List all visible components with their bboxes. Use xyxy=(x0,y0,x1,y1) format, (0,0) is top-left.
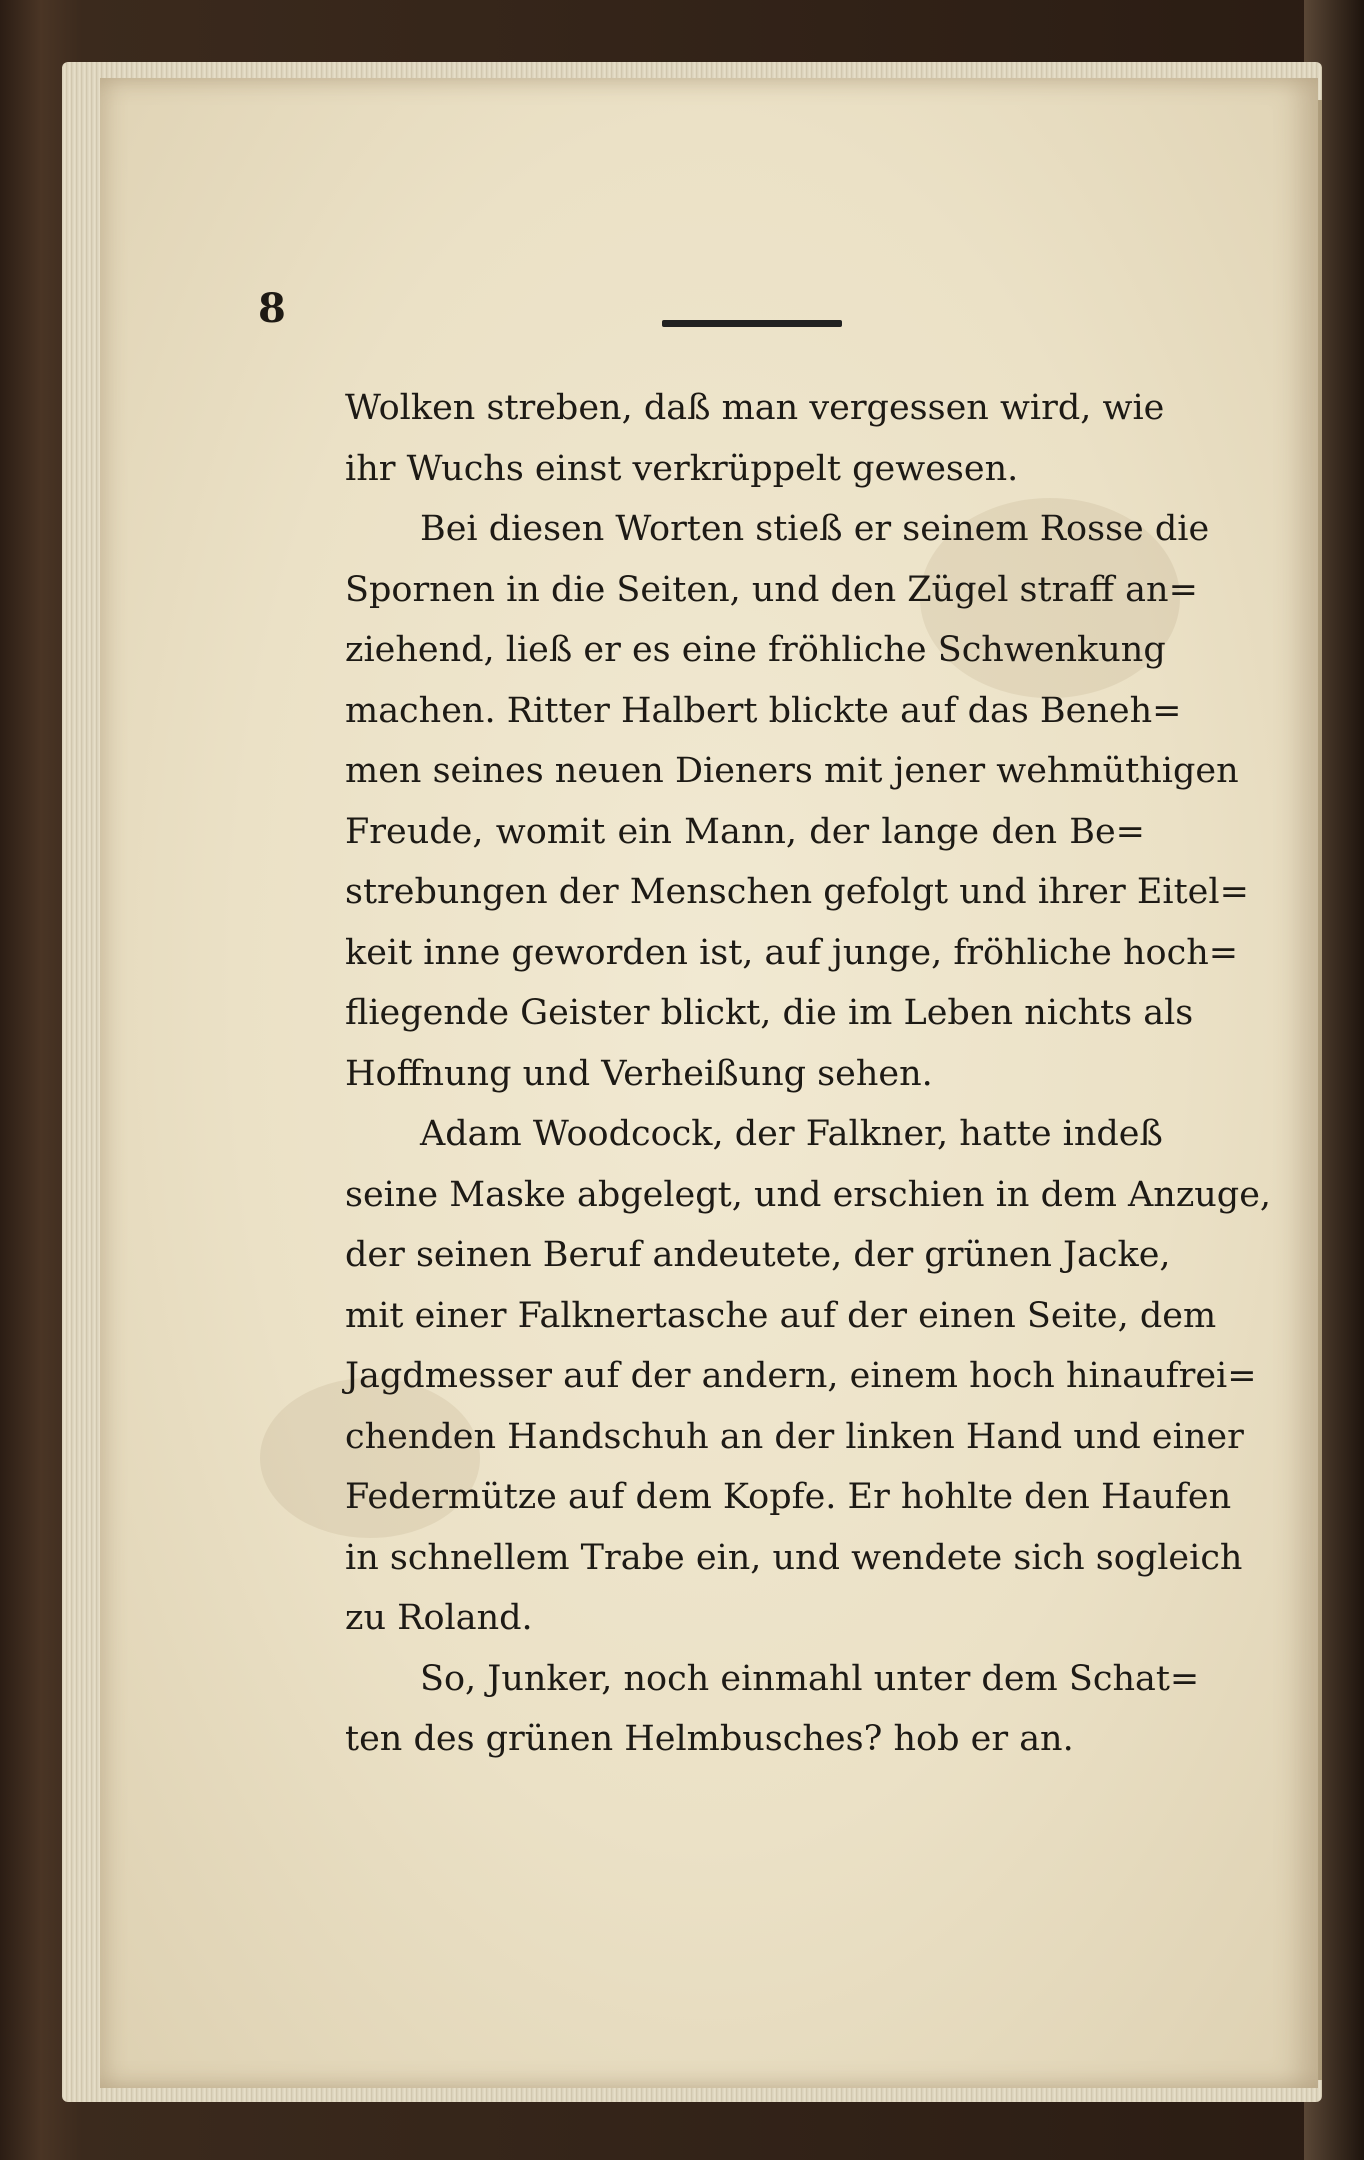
text-line: Hoffnung und Verheißung sehen. xyxy=(345,1053,933,1094)
text-line: seine Maske abgelegt, und erschien in dem Anzuge, xyxy=(345,1174,1272,1215)
paragraph xyxy=(345,1649,1200,1770)
text-line: Bei diesen Worten stieß er seinem Rosse die xyxy=(420,509,1210,549)
text-line: Freude, womit ein Mann, der lange den Be= xyxy=(345,811,1145,852)
text-line: Federmütze auf dem Kopfe. Er hohlte den Haufen xyxy=(345,1477,1232,1517)
paragraph xyxy=(345,499,1249,1104)
text-line: machen. Ritter Halbert blickte auf das Beneh= xyxy=(345,690,1182,731)
text-line: Adam Woodcock, der Falkner, hatte indeß xyxy=(420,1114,1163,1154)
text-line: So, Junker, noch einmahl unter dem Schat= xyxy=(420,1658,1200,1699)
text-line: chenden Handschuh an der linken Hand und einer xyxy=(345,1416,1244,1457)
body-text xyxy=(345,378,1272,1770)
text-line: in schnellem Trabe ein, und wendete sich sogleich xyxy=(345,1537,1243,1578)
text-line: keit inne geworden ist, auf junge, fröhliche hoch= xyxy=(345,932,1239,973)
text-line: zu Roland. xyxy=(345,1598,533,1638)
header-rule xyxy=(662,320,842,327)
text-line: Wolken streben, daß man vergessen wird, wie xyxy=(345,388,1165,428)
paragraph xyxy=(345,1104,1272,1649)
page-number: 8 xyxy=(258,285,286,332)
text-line: strebungen der Menschen gefolgt und ihrer Eitel= xyxy=(345,872,1249,912)
text-line: Jagdmesser auf der andern, einem hoch hinaufrei= xyxy=(345,1356,1257,1396)
text-line: Spornen in die Seiten, und den Zügel straff an= xyxy=(345,569,1198,610)
text-line: men seines neuen Dieners mit jener wehmüthigen xyxy=(345,751,1239,791)
text-line: ihr Wuchs einst verkrüppelt gewesen. xyxy=(345,448,1019,489)
text-line: ten des grünen Helmbusches? hob er an. xyxy=(345,1719,1074,1759)
text-line: fliegende Geister blickt, die im Leben nichts als xyxy=(345,993,1194,1033)
text-line: ziehend, ließ er es eine fröhliche Schwenkung xyxy=(345,630,1166,670)
paragraph xyxy=(345,378,1165,499)
text-line: mit einer Falknertasche auf der einen Seite, dem xyxy=(345,1295,1217,1336)
text-line: der seinen Beruf andeutete, der grünen Jacke, xyxy=(345,1235,1171,1275)
